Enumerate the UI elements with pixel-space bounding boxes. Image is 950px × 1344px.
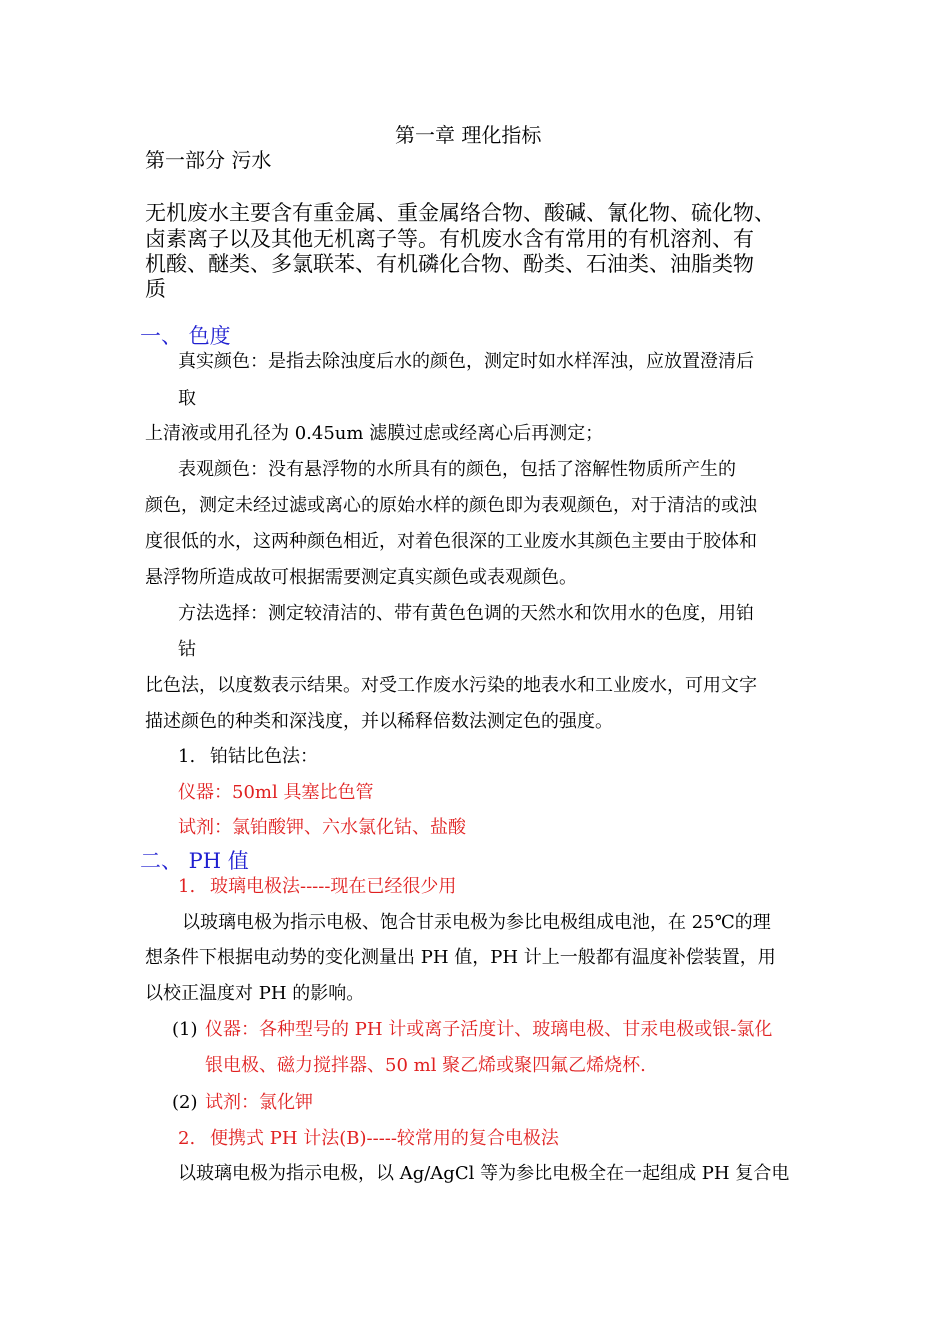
ph-sub-1-line-1: 仪器：各种型号的 PH 计或离子活度计、玻璃电极、甘汞电极或银-氯化 bbox=[205, 1019, 773, 1040]
ph-desc-line-2: 想条件下根据电动势的变化测量出 PH 值，PH 计上一般都有温度补偿装置，用 bbox=[145, 947, 776, 968]
true-color-line-2: 取 bbox=[178, 388, 196, 409]
intro-line-2: 卤素离子以及其他无机离子等。有机废水含有常用的有机溶剂、有 bbox=[145, 227, 754, 251]
ph-sub-2-number: (2) bbox=[172, 1092, 198, 1113]
method-line-4: 描述颜色的种类和深浅度，并以稀释倍数法测定色的强度。 bbox=[145, 711, 613, 732]
section-heading-color: 一、 色度 bbox=[140, 324, 231, 348]
method-line-2: 钴 bbox=[178, 639, 196, 660]
item-label: 便携式 PH 计法(B)-----较常用的复合电极法 bbox=[210, 1128, 559, 1149]
color-item-1 bbox=[178, 745, 318, 769]
ph-item-2 bbox=[178, 1127, 559, 1151]
true-color-line-1: 真实颜色：是指去除浊度后水的颜色，测定时如水样浑浊，应放置澄清后 bbox=[178, 351, 754, 372]
section-heading-ph: 二、 PH 值 bbox=[140, 849, 249, 873]
ph-desc-line-1: 以玻璃电极为指示电极、饱合甘汞电极为参比电极组成电池，在 25℃的理 bbox=[182, 912, 771, 933]
item-number: 1. bbox=[178, 876, 196, 897]
ph-last-line: 以玻璃电极为指示电极，以 Ag/AgCl 等为参比电极全在一起组成 PH 复合电 bbox=[178, 1163, 790, 1184]
item-label: 铂钴比色法： bbox=[210, 746, 318, 767]
part-title: 第一部分 污水 bbox=[145, 148, 272, 172]
color-reagent: 试剂：氯铂酸钾、六水氯化钴、盐酸 bbox=[178, 817, 466, 838]
item-label: 玻璃电极法-----现在已经很少用 bbox=[210, 876, 457, 897]
intro-line-1: 无机废水主要含有重金属、重金属络合物、酸碱、氰化物、硫化物、 bbox=[145, 201, 775, 225]
chapter-title: 第一章 理化指标 bbox=[395, 123, 542, 147]
ph-sub-1-number: (1) bbox=[172, 1019, 198, 1040]
method-line-1: 方法选择：测定较清洁的、带有黄色色调的天然水和饮用水的色度，用铂 bbox=[178, 603, 754, 624]
apparent-color-line-2: 颜色，测定未经过滤或离心的原始水样的颜色即为表观颜色，对于清洁的或浊 bbox=[145, 495, 757, 516]
apparent-color-line-3: 度很低的水，这两种颜色相近，对着色很深的工业废水其颜色主要由于胶体和 bbox=[145, 531, 757, 552]
true-color-line-3: 上清液或用孔径为 0.45um 滤膜过虑或经离心后再测定； bbox=[145, 423, 604, 444]
apparent-color-line-4: 悬浮物所造成故可根据需要测定真实颜色或表观颜色。 bbox=[145, 567, 577, 588]
item-number: 2. bbox=[178, 1128, 196, 1149]
color-instrument: 仪器：50ml 具塞比色管 bbox=[178, 782, 374, 803]
item-number: 1. bbox=[178, 746, 196, 767]
ph-item-1 bbox=[178, 875, 456, 899]
ph-desc-line-3: 以校正温度对 PH 的影响。 bbox=[145, 983, 365, 1004]
ph-sub-2-text: 试剂：氯化钾 bbox=[205, 1092, 313, 1113]
ph-sub-1-line-2: 银电极、磁力搅拌器、50 ml 聚乙烯或聚四氟乙烯烧杯. bbox=[205, 1055, 646, 1076]
intro-line-3: 机酸、醚类、多氯联苯、有机磷化合物、酚类、石油类、油脂类物 bbox=[145, 252, 754, 276]
apparent-color-line-1: 表观颜色：没有悬浮物的水所具有的颜色，包括了溶解性物质所产生的 bbox=[178, 459, 736, 480]
intro-line-4: 质 bbox=[145, 277, 166, 301]
method-line-3: 比色法，以度数表示结果。对受工作废水污染的地表水和工业废水，可用文字 bbox=[145, 675, 757, 696]
